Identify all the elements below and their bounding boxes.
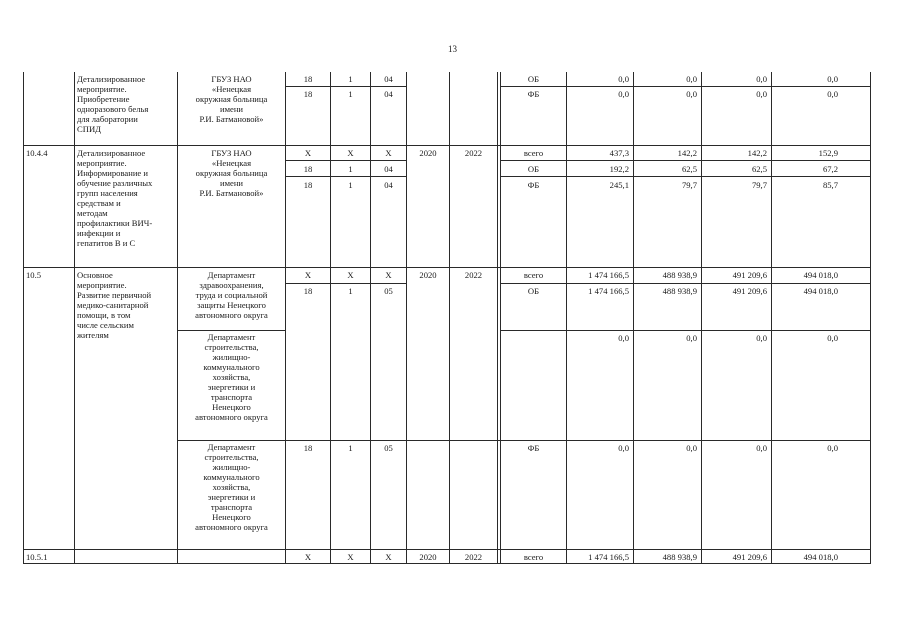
row4-year-end: 2022 — [464, 552, 483, 562]
row3-name: Основное мероприятие. Развитие первичной медико-санитарной помощи, в том числе сельским жителям — [77, 270, 152, 340]
row2-code1: 18 — [303, 180, 313, 190]
row3-code3: 05 — [384, 286, 393, 296]
row3-code3: 05 — [384, 443, 393, 453]
row3-y2022: 0,0 — [827, 443, 838, 453]
row2-y2022: 67,2 — [822, 164, 838, 174]
row3-code1: 18 — [303, 286, 313, 296]
row3-source: всего — [523, 270, 544, 280]
row3-executor-construction: Департамент строительства, жилищно- коммунального хозяйства, энергетики и транспорта Ненецкого автономного округа — [195, 442, 268, 532]
row3-code2: 1 — [348, 443, 353, 453]
row2-code1: 18 — [303, 164, 313, 174]
row1-y2021: 0,0 — [756, 89, 767, 99]
row1-code2: 1 — [348, 74, 353, 84]
row2-total: 437,3 — [609, 148, 629, 158]
row3-total: 1 474 166,5 — [588, 270, 629, 280]
row3-executor-health: Департамент здравоохранения, труда и социальной защиты Ненецкого автономного округа — [195, 270, 268, 320]
row3-y2021: 491 209,6 — [732, 270, 767, 280]
row3-code2: Х — [347, 270, 354, 280]
row1-y2022: 0,0 — [827, 74, 838, 84]
row4-code1: Х — [304, 552, 312, 562]
row2-code2: Х — [347, 148, 354, 158]
row3-y2021: 491 209,6 — [732, 286, 767, 296]
row3-total: 1 474 166,5 — [588, 286, 629, 296]
row2-number: 10.4.4 — [26, 148, 48, 158]
page-number: 13 — [448, 44, 457, 54]
row1-code3: 04 — [384, 74, 393, 84]
row4-code3: Х — [385, 552, 392, 562]
row4-y2022: 494 018,0 — [803, 552, 838, 562]
row3-code1: 18 — [303, 443, 313, 453]
row1-code3: 04 — [384, 89, 393, 99]
row3-y2020: 488 938,9 — [662, 286, 697, 296]
row2-y2022: 152,9 — [818, 148, 838, 158]
row3-year-end: 2022 — [464, 270, 483, 280]
row1-code1: 18 — [303, 89, 313, 99]
row2-code1: Х — [304, 148, 312, 158]
row1-total: 0,0 — [618, 74, 629, 84]
row2-source: всего — [523, 148, 544, 158]
row1-executor: ГБУЗ НАО «Ненецкая окружная больница имени Р.И. Батмановой» — [195, 74, 268, 124]
row1-y2020: 0,0 — [686, 89, 697, 99]
row2-y2022: 85,7 — [822, 180, 838, 190]
row3-code3: Х — [385, 270, 392, 280]
row1-total: 0,0 — [618, 89, 629, 99]
row1-name: Детализированное мероприятие. Приобретение одноразового белья для лаборатории СПИД — [77, 74, 149, 134]
row2-y2020: 62,5 — [681, 164, 697, 174]
row2-total: 192,2 — [609, 164, 629, 174]
row2-code2: 1 — [348, 180, 353, 190]
row4-year-start: 2020 — [419, 552, 437, 562]
row4-total: 1 474 166,5 — [588, 552, 629, 562]
row2-code3: 04 — [384, 180, 393, 190]
row2-source: ОБ — [527, 164, 540, 174]
row1-code2: 1 — [348, 89, 353, 99]
row2-name: Детализированное мероприятие. Информирование и обучение различных групп населения средствам и методам профилактики ВИЧ- инфекции и гепатитов В и С — [77, 148, 153, 248]
row3-year-start: 2020 — [419, 270, 437, 280]
row1-source: ФБ — [527, 89, 540, 99]
row4-number: 10.5.1 — [26, 552, 48, 562]
row3-y2020: 0,0 — [686, 333, 697, 343]
row1-y2020: 0,0 — [686, 74, 697, 84]
row4-y2021: 491 209,6 — [732, 552, 767, 562]
row3-y2021: 0,0 — [756, 443, 767, 453]
row3-number: 10.5 — [26, 270, 42, 280]
row3-y2022: 494 018,0 — [803, 270, 838, 280]
row4-source: всего — [523, 552, 544, 562]
row3-total: 0,0 — [618, 443, 629, 453]
row1-code1: 18 — [303, 74, 313, 84]
row2-y2020: 142,2 — [677, 148, 697, 158]
row3-executor-construction: Департамент строительства, жилищно- коммунального хозяйства, энергетики и транспорта Ненецкого автономного округа — [195, 332, 268, 422]
row3-code2: 1 — [348, 286, 353, 296]
row3-total: 0,0 — [618, 333, 629, 343]
row2-year-end: 2022 — [464, 148, 483, 158]
row1-y2021: 0,0 — [756, 74, 767, 84]
row2-total: 245,1 — [609, 180, 629, 190]
row1-source: ОБ — [527, 74, 540, 84]
row3-source: ФБ — [527, 443, 540, 453]
row2-y2020: 79,7 — [681, 180, 697, 190]
row2-executor: ГБУЗ НАО «Ненецкая окружная больница имени Р.И. Батмановой» — [195, 148, 268, 198]
row2-y2021: 142,2 — [747, 148, 767, 158]
row2-source: ФБ — [527, 180, 540, 190]
row3-y2022: 0,0 — [827, 333, 838, 343]
row2-code2: 1 — [348, 164, 353, 174]
row1-y2022: 0,0 — [827, 89, 838, 99]
row3-y2020: 0,0 — [686, 443, 697, 453]
row2-code3: Х — [385, 148, 392, 158]
row4-y2020: 488 938,9 — [662, 552, 697, 562]
row3-y2022: 494 018,0 — [803, 286, 838, 296]
row2-code3: 04 — [384, 164, 393, 174]
row3-code1: Х — [304, 270, 312, 280]
row3-source: ОБ — [527, 286, 540, 296]
row2-year-start: 2020 — [419, 148, 437, 158]
row2-y2021: 79,7 — [751, 180, 767, 190]
row3-y2020: 488 938,9 — [662, 270, 697, 280]
row3-y2021: 0,0 — [756, 333, 767, 343]
row4-code2: Х — [347, 552, 354, 562]
row2-y2021: 62,5 — [751, 164, 767, 174]
